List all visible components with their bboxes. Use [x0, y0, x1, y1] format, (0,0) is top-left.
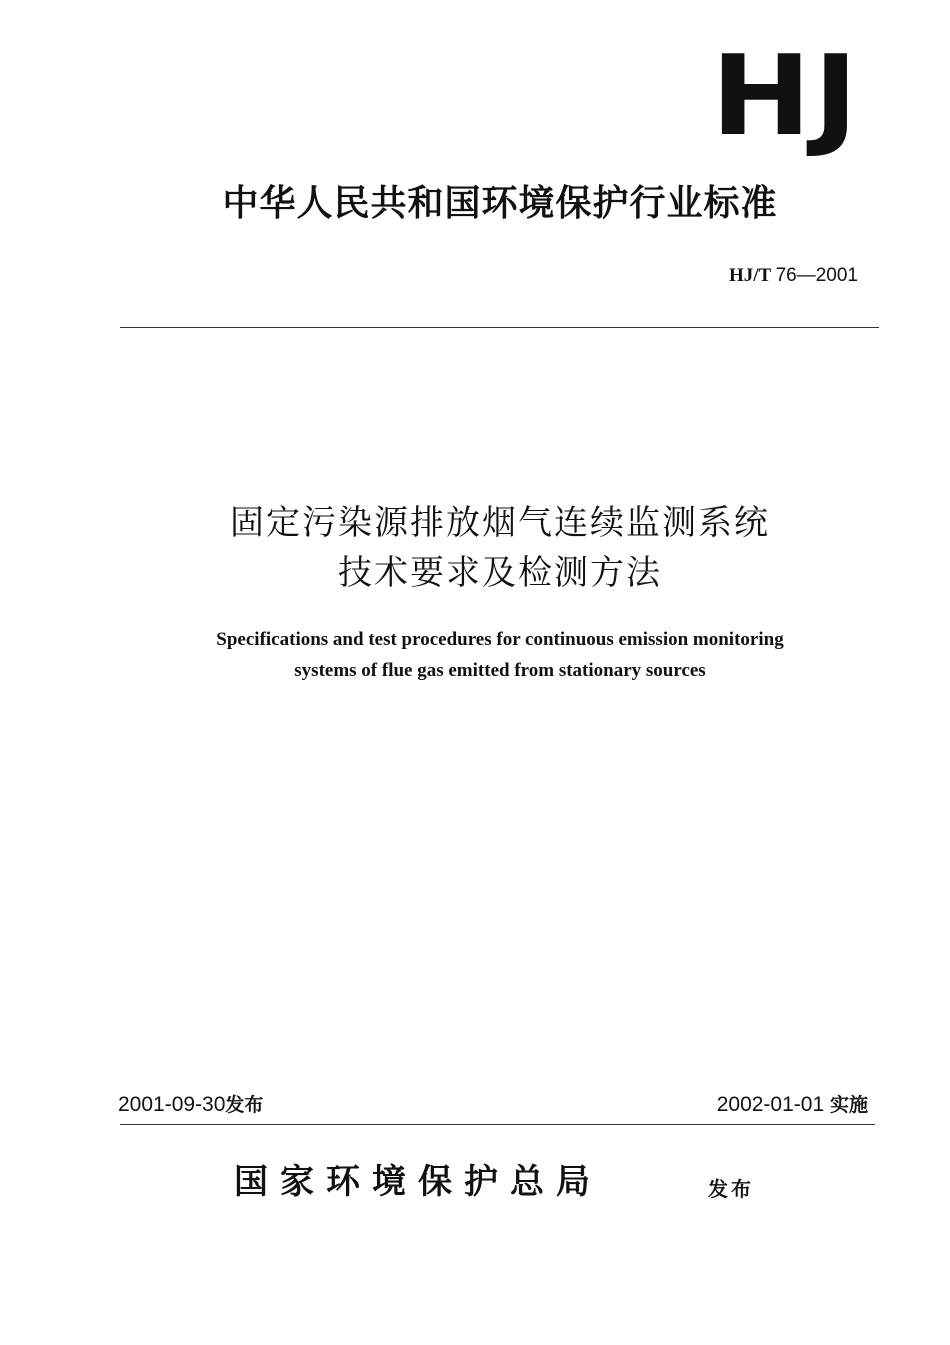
effective-date-value: 2002-01-01: [716, 1093, 825, 1116]
standard-number: [729, 261, 858, 291]
title-english-line-1: Specifications and test procedures for continuous emission monitoring: [216, 629, 784, 650]
title-english: [0, 624, 950, 686]
standard-category: 中华人民共和国环境保护行业标准: [222, 183, 778, 224]
effective-date-label: 实施: [829, 1094, 868, 1116]
title-chinese-line-2: 技术要求及检测方法: [338, 553, 662, 593]
bottom-divider: [120, 1124, 875, 1125]
hj-logo: HJ: [710, 32, 860, 161]
issue-date-value: 2001-09-30: [118, 1093, 226, 1116]
effective-date: [717, 1090, 868, 1120]
standard-code-prefix: HJ/T: [728, 265, 771, 286]
issue-date: [118, 1090, 263, 1120]
publisher-name: 国家环境保护总局: [234, 1162, 602, 1202]
issue-date-label: 发布: [225, 1094, 264, 1116]
title-chinese-line-1: 固定污染源排放烟气连续监测系统: [230, 503, 770, 543]
standard-code-number: 76—2001: [775, 265, 858, 286]
publish-label: 发布: [708, 1177, 754, 1201]
title-chinese: [0, 498, 950, 598]
title-english-line-2: systems of flue gas emitted from stationary sources: [294, 660, 706, 681]
top-divider: [120, 327, 879, 328]
